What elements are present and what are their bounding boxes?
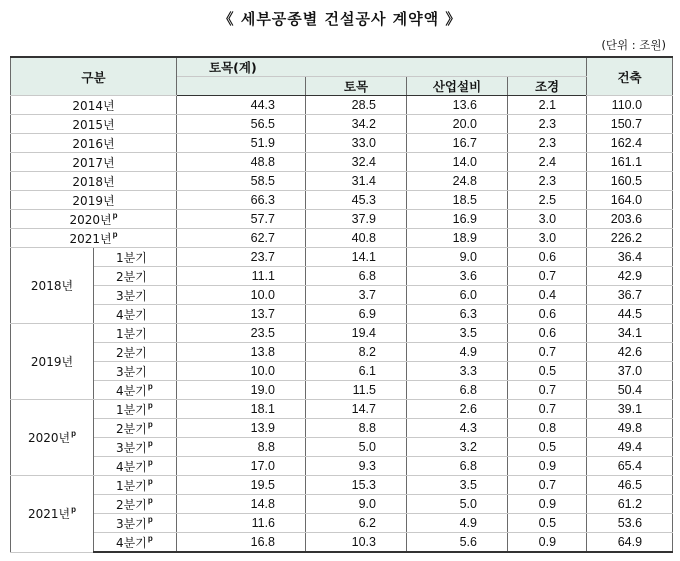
- header-civil-total-spacer: [177, 77, 306, 96]
- cell-industrial: 5.0: [407, 495, 508, 514]
- table-row: [11, 153, 673, 172]
- cell-landscape: 0.5: [508, 514, 587, 533]
- header-industrial: 산업설비: [407, 77, 508, 96]
- cell-building: 34.1: [587, 324, 673, 343]
- table-body: [11, 96, 673, 553]
- header-civil-total: 토목(계): [177, 57, 587, 77]
- cell-civil-total: 44.3: [177, 96, 306, 115]
- quarter-cell: [94, 324, 177, 343]
- quarter-year-cell: [11, 324, 94, 400]
- row-label: 2020년: [27, 431, 71, 445]
- quarter-cell: [94, 476, 177, 495]
- row-label: 2021년: [27, 507, 71, 522]
- quarter-cell: [94, 400, 177, 419]
- row-label: 2016년: [72, 136, 115, 151]
- quarter-cell: [94, 438, 177, 457]
- cell-building: 36.4: [587, 248, 673, 267]
- cell-civil: 31.4: [306, 172, 407, 191]
- row-label: 3분기: [116, 364, 147, 379]
- cell-civil-total: 58.5: [177, 172, 306, 191]
- cell-building: 49.8: [587, 419, 673, 438]
- cell-landscape: 2.3: [508, 115, 587, 134]
- row-label: 4분기: [116, 535, 147, 550]
- quarter-cell: [94, 381, 177, 400]
- quarter-cell: [94, 267, 177, 286]
- row-label: 4분기: [116, 383, 147, 398]
- cell-building: 162.4: [587, 134, 673, 153]
- preliminary-mark: p: [112, 229, 118, 239]
- cell-industrial: 3.3: [407, 362, 508, 381]
- year-cell: [11, 172, 177, 191]
- cell-landscape: 2.3: [508, 134, 587, 153]
- cell-civil-total: 56.5: [177, 115, 306, 134]
- quarter-year-cell: [11, 476, 94, 553]
- table-row: [11, 134, 673, 153]
- cell-civil: 6.9: [306, 305, 407, 324]
- row-label: 2분기: [116, 269, 147, 284]
- cell-landscape: 2.5: [508, 191, 587, 210]
- cell-building: 226.2: [587, 229, 673, 248]
- year-cell: [11, 96, 177, 115]
- cell-civil-total: 8.8: [177, 438, 306, 457]
- cell-landscape: 0.9: [508, 495, 587, 514]
- row-label: 4분기: [116, 459, 147, 474]
- cell-landscape: 0.6: [508, 248, 587, 267]
- quarter-cell: [94, 457, 177, 476]
- row-label: 2분기: [116, 345, 147, 360]
- quarter-cell: [94, 419, 177, 438]
- row-label: 2020년: [69, 212, 112, 227]
- cell-building: 61.2: [587, 495, 673, 514]
- cell-landscape: 2.3: [508, 172, 587, 191]
- quarter-cell: [94, 362, 177, 381]
- cell-civil-total: 11.1: [177, 267, 306, 286]
- table-row: [11, 419, 673, 438]
- quarter-cell: [94, 305, 177, 324]
- preliminary-mark: p: [147, 533, 153, 543]
- cell-industrial: 20.0: [407, 115, 508, 134]
- cell-industrial: 9.0: [407, 248, 508, 267]
- header-building: 건축: [587, 57, 673, 96]
- table-row: [11, 438, 673, 457]
- cell-landscape: 0.7: [508, 476, 587, 495]
- cell-industrial: 18.5: [407, 191, 508, 210]
- cell-building: 64.9: [587, 533, 673, 553]
- table-row: [11, 362, 673, 381]
- cell-civil-total: 16.8: [177, 533, 306, 553]
- row-label: 2021년: [69, 231, 112, 246]
- cell-civil-total: 10.0: [177, 362, 306, 381]
- cell-civil-total: 14.8: [177, 495, 306, 514]
- preliminary-mark: p: [147, 438, 153, 448]
- cell-landscape: 0.4: [508, 286, 587, 305]
- year-cell: [11, 153, 177, 172]
- cell-industrial: 4.9: [407, 514, 508, 533]
- header-category: 구분: [11, 57, 177, 96]
- row-label: 2018년: [30, 279, 74, 293]
- year-cell: [11, 229, 177, 248]
- table-row: [11, 115, 673, 134]
- cell-industrial: 3.5: [407, 324, 508, 343]
- row-label: 2019년: [72, 193, 115, 208]
- table-row: [11, 457, 673, 476]
- cell-industrial: 6.0: [407, 286, 508, 305]
- cell-civil: 33.0: [306, 134, 407, 153]
- cell-building: 39.1: [587, 400, 673, 419]
- cell-civil-total: 13.9: [177, 419, 306, 438]
- cell-civil: 8.2: [306, 343, 407, 362]
- quarter-year-cell: [11, 248, 94, 324]
- table-row: [11, 400, 673, 419]
- cell-civil: 5.0: [306, 438, 407, 457]
- table-row: [11, 248, 673, 267]
- preliminary-mark: p: [147, 457, 153, 467]
- header-civil: 토목: [306, 77, 407, 96]
- quarter-cell: [94, 495, 177, 514]
- cell-landscape: 2.1: [508, 96, 587, 115]
- quarter-cell: [94, 248, 177, 267]
- cell-civil-total: 23.7: [177, 248, 306, 267]
- cell-building: 42.6: [587, 343, 673, 362]
- cell-civil-total: 10.0: [177, 286, 306, 305]
- preliminary-mark: p: [71, 505, 77, 515]
- row-label: 2015년: [72, 117, 115, 132]
- row-label: 1분기: [116, 478, 147, 493]
- row-label: 1분기: [116, 250, 147, 265]
- table-row: [11, 533, 673, 553]
- year-cell: [11, 191, 177, 210]
- cell-building: 37.0: [587, 362, 673, 381]
- preliminary-mark: p: [147, 514, 153, 524]
- row-label: 3분기: [116, 440, 147, 455]
- cell-industrial: 5.6: [407, 533, 508, 553]
- preliminary-mark: p: [147, 419, 153, 429]
- cell-civil-total: 13.7: [177, 305, 306, 324]
- cell-civil-total: 13.8: [177, 343, 306, 362]
- cell-civil: 10.3: [306, 533, 407, 553]
- quarter-cell: [94, 286, 177, 305]
- row-label: 2017년: [72, 155, 115, 170]
- cell-industrial: 6.8: [407, 381, 508, 400]
- cell-landscape: 0.7: [508, 381, 587, 400]
- cell-building: 53.6: [587, 514, 673, 533]
- cell-civil-total: 11.6: [177, 514, 306, 533]
- cell-landscape: 0.7: [508, 400, 587, 419]
- row-label: 2014년: [72, 98, 115, 113]
- cell-industrial: 18.9: [407, 229, 508, 248]
- cell-landscape: 0.6: [508, 324, 587, 343]
- cell-civil: 3.7: [306, 286, 407, 305]
- quarter-cell: [94, 514, 177, 533]
- cell-industrial: 24.8: [407, 172, 508, 191]
- cell-civil: 28.5: [306, 96, 407, 115]
- cell-civil: 37.9: [306, 210, 407, 229]
- table-row: [11, 381, 673, 400]
- cell-civil: 19.4: [306, 324, 407, 343]
- table-row: [11, 343, 673, 362]
- cell-civil: 32.4: [306, 153, 407, 172]
- cell-landscape: 0.5: [508, 438, 587, 457]
- cell-industrial: 6.8: [407, 457, 508, 476]
- table-row: [11, 229, 673, 248]
- table-row: [11, 305, 673, 324]
- cell-civil: 14.1: [306, 248, 407, 267]
- row-label: 2분기: [116, 421, 147, 436]
- quarter-cell: [94, 533, 177, 553]
- cell-industrial: 16.9: [407, 210, 508, 229]
- cell-industrial: 4.9: [407, 343, 508, 362]
- cell-industrial: 2.6: [407, 400, 508, 419]
- cell-civil: 40.8: [306, 229, 407, 248]
- cell-civil: 15.3: [306, 476, 407, 495]
- cell-civil: 9.0: [306, 495, 407, 514]
- cell-civil-total: 57.7: [177, 210, 306, 229]
- cell-industrial: 4.3: [407, 419, 508, 438]
- row-label: 3분기: [116, 516, 147, 531]
- cell-civil: 11.5: [306, 381, 407, 400]
- table-row: [11, 96, 673, 115]
- cell-landscape: 0.7: [508, 267, 587, 286]
- year-cell: [11, 210, 177, 229]
- quarter-year-cell: [11, 400, 94, 476]
- contract-amount-table: [10, 56, 673, 553]
- cell-landscape: 3.0: [508, 210, 587, 229]
- cell-civil-total: 18.1: [177, 400, 306, 419]
- cell-building: 44.5: [587, 305, 673, 324]
- table-row: [11, 514, 673, 533]
- preliminary-mark: p: [71, 429, 77, 438]
- preliminary-mark: p: [147, 400, 153, 410]
- cell-civil: 14.7: [306, 400, 407, 419]
- cell-civil-total: 62.7: [177, 229, 306, 248]
- table-row: [11, 286, 673, 305]
- cell-building: 161.1: [587, 153, 673, 172]
- cell-industrial: 3.5: [407, 476, 508, 495]
- cell-industrial: 3.2: [407, 438, 508, 457]
- preliminary-mark: p: [147, 476, 153, 486]
- cell-civil-total: 51.9: [177, 134, 306, 153]
- cell-industrial: 16.7: [407, 134, 508, 153]
- table-row: [11, 476, 673, 495]
- cell-landscape: 0.7: [508, 343, 587, 362]
- cell-building: 203.6: [587, 210, 673, 229]
- cell-civil: 6.1: [306, 362, 407, 381]
- page-title: 《 세부공종별 건설공사 계약액 》: [218, 10, 462, 28]
- header-landscape: 조경: [508, 77, 587, 96]
- cell-building: 110.0: [587, 96, 673, 115]
- cell-civil-total: 23.5: [177, 324, 306, 343]
- row-label: 4분기: [116, 307, 147, 322]
- table-row: [11, 324, 673, 343]
- cell-industrial: 6.3: [407, 305, 508, 324]
- cell-building: 50.4: [587, 381, 673, 400]
- preliminary-mark: p: [112, 210, 118, 220]
- cell-landscape: 0.9: [508, 457, 587, 476]
- quarter-cell: [94, 343, 177, 362]
- cell-industrial: 14.0: [407, 153, 508, 172]
- cell-building: 150.7: [587, 115, 673, 134]
- cell-landscape: 0.8: [508, 419, 587, 438]
- preliminary-mark: p: [147, 495, 153, 505]
- table-row: [11, 267, 673, 286]
- cell-civil-total: 48.8: [177, 153, 306, 172]
- row-label: 2분기: [116, 497, 147, 512]
- preliminary-mark: p: [147, 381, 153, 391]
- cell-civil: 9.3: [306, 457, 407, 476]
- row-label: 1분기: [116, 402, 147, 417]
- cell-landscape: 3.0: [508, 229, 587, 248]
- cell-building: 42.9: [587, 267, 673, 286]
- year-cell: [11, 134, 177, 153]
- year-cell: [11, 115, 177, 134]
- cell-landscape: 2.4: [508, 153, 587, 172]
- row-label: 3분기: [116, 288, 147, 303]
- cell-building: 49.4: [587, 438, 673, 457]
- row-label: 1분기: [116, 326, 147, 341]
- row-label: 2018년: [72, 174, 115, 189]
- cell-building: 164.0: [587, 191, 673, 210]
- cell-civil: 45.3: [306, 191, 407, 210]
- cell-building: 65.4: [587, 457, 673, 476]
- table-row: [11, 495, 673, 514]
- cell-civil: 34.2: [306, 115, 407, 134]
- cell-building: 36.7: [587, 286, 673, 305]
- table-row: [11, 210, 673, 229]
- cell-building: 46.5: [587, 476, 673, 495]
- cell-civil-total: 17.0: [177, 457, 306, 476]
- cell-landscape: 0.9: [508, 533, 587, 553]
- cell-building: 160.5: [587, 172, 673, 191]
- cell-civil: 6.8: [306, 267, 407, 286]
- cell-industrial: 3.6: [407, 267, 508, 286]
- cell-civil-total: 19.0: [177, 381, 306, 400]
- cell-industrial: 13.6: [407, 96, 508, 115]
- cell-civil: 8.8: [306, 419, 407, 438]
- row-label: 2019년: [30, 355, 74, 369]
- cell-landscape: 0.6: [508, 305, 587, 324]
- cell-civil-total: 19.5: [177, 476, 306, 495]
- table-row: [11, 172, 673, 191]
- cell-civil-total: 66.3: [177, 191, 306, 210]
- cell-landscape: 0.5: [508, 362, 587, 381]
- table-row: [11, 191, 673, 210]
- unit-note: (단위 : 조원): [601, 38, 666, 52]
- cell-civil: 6.2: [306, 514, 407, 533]
